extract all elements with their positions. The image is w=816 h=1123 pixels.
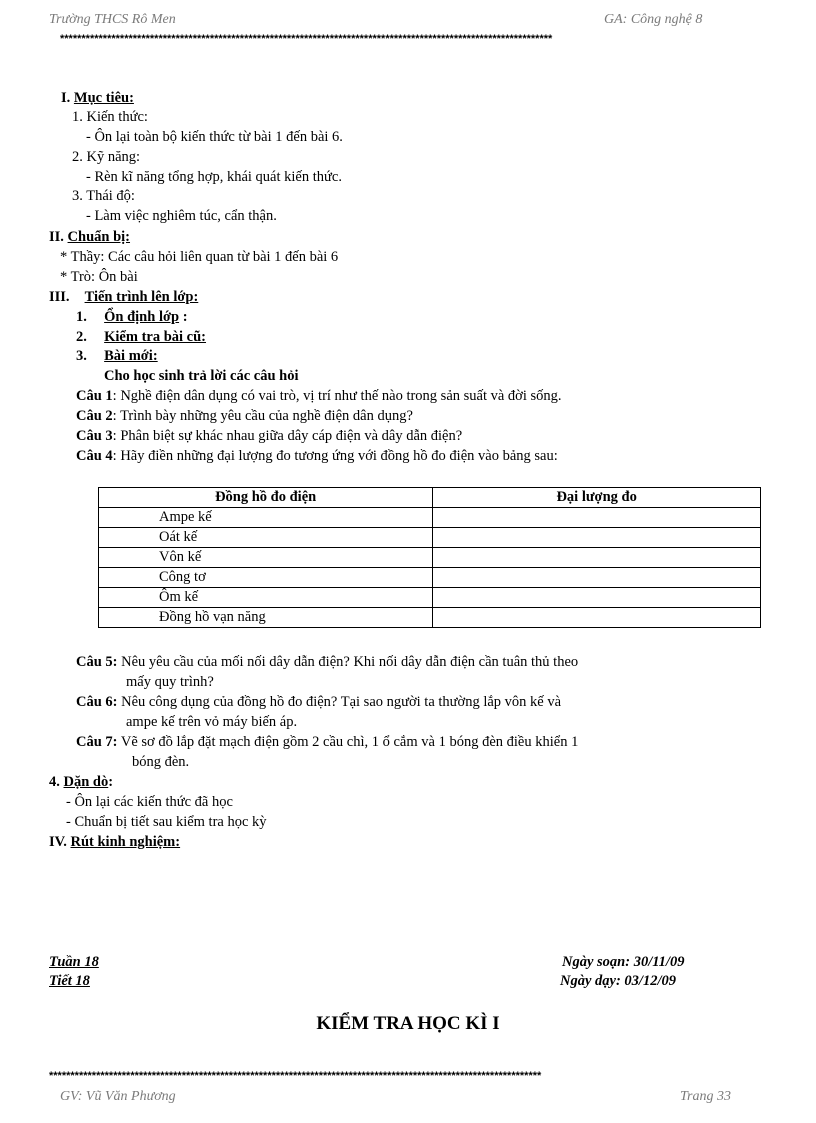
question-6 bbox=[76, 694, 561, 711]
section-2-number: II. bbox=[49, 229, 64, 245]
homework-item: - Chuẩn bị tiết sau kiểm tra học kỳ bbox=[66, 814, 267, 830]
step-1-colon: : bbox=[179, 309, 188, 325]
table-cell-meter: Công tơ bbox=[99, 568, 433, 588]
table-row bbox=[99, 588, 761, 608]
preparation-teacher: * Thầy: Các câu hỏi liên quan từ bài 1 đến bài 6 bbox=[60, 249, 339, 265]
question-label: Câu 1 bbox=[76, 388, 113, 404]
table-cell-meter: Vôn kế bbox=[99, 548, 433, 568]
footer-page: Trang 33 bbox=[680, 1089, 731, 1104]
table-cell-quantity[interactable] bbox=[433, 548, 761, 568]
question-text: : Hãy điền những đại lượng đo tương ứng với đồng hồ đo điện vào bảng sau: bbox=[112, 448, 558, 464]
table-row bbox=[99, 528, 761, 548]
question-text: : Phân biệt sự khác nhau giữa dây cáp điện và dây dẫn điện? bbox=[112, 428, 463, 444]
objective-attitude-detail: - Làm việc nghiêm túc, cẩn thận. bbox=[86, 208, 277, 224]
question-text: : Nghề điện dân dụng có vai trò, vị trí như thế nào trong sản suất và đời sống. bbox=[112, 388, 562, 404]
table-cell-meter: Ampe kế bbox=[99, 508, 433, 528]
question-text: : Trình bày những yêu cầu của nghề điện dân dụng? bbox=[112, 408, 413, 424]
step-3 bbox=[76, 348, 158, 365]
question-3 bbox=[76, 428, 462, 445]
period-label: Tiết 18 bbox=[49, 973, 90, 989]
question-text: Vẽ sơ đồ lắp đặt mạch điện gồm 2 cầu chì, 1 ổ cắm và 1 bóng đèn điều khiển 1 bbox=[117, 734, 579, 750]
question-label: Câu 6: bbox=[76, 694, 118, 710]
table-cell-quantity[interactable] bbox=[433, 508, 761, 528]
section-4-heading bbox=[49, 834, 180, 851]
step-1-number: 1. bbox=[76, 309, 87, 325]
question-label: Câu 2 bbox=[76, 408, 113, 424]
objective-skills: 2. Kỹ năng: bbox=[72, 149, 141, 165]
table-header-row bbox=[99, 488, 761, 508]
section-1-title: Mục tiêu: bbox=[73, 90, 134, 106]
preparation-student: * Trò: Ôn bài bbox=[60, 269, 138, 285]
prep-date: Ngày soạn: 30/11/09 bbox=[562, 954, 685, 970]
exam-title: KIỂM TRA HỌC KÌ I bbox=[316, 1013, 500, 1034]
section-4-title: Rút kinh nghiệm: bbox=[70, 834, 181, 850]
objective-knowledge: 1. Kiến thức: bbox=[72, 109, 148, 125]
section-3-number: III. bbox=[49, 289, 70, 305]
table-row bbox=[99, 508, 761, 528]
step-2-title: Kiểm tra bài cũ: bbox=[104, 329, 207, 345]
step-1 bbox=[76, 309, 188, 326]
step-1-title: Ổn định lớp bbox=[104, 309, 180, 325]
table-cell-quantity[interactable] bbox=[433, 588, 761, 608]
objective-attitude: 3. Thái độ: bbox=[72, 188, 135, 204]
homework-number: 4. bbox=[49, 774, 60, 790]
teach-date: Ngày dạy: 03/12/09 bbox=[560, 973, 676, 989]
question-text: Nêu công dụng của đồng hồ đo điện? Tại sao người ta thường lắp vôn kế và bbox=[117, 694, 562, 710]
question-label: Câu 7: bbox=[76, 734, 118, 750]
question-text: Nêu yêu cầu của mối nối dây dẫn điện? Khi nối dây dẫn điện cần tuân thủ theo bbox=[117, 654, 579, 670]
table-cell-quantity[interactable] bbox=[433, 608, 761, 628]
table-cell-meter: Oát kế bbox=[99, 528, 433, 548]
question-label: Câu 4 bbox=[76, 448, 113, 464]
step-2-number: 2. bbox=[76, 329, 87, 345]
homework-colon: : bbox=[108, 774, 114, 790]
homework-item: - Ôn lại các kiến thức đã học bbox=[66, 794, 233, 810]
table-header-meter: Đồng hồ đo điện bbox=[99, 488, 433, 508]
objective-knowledge-detail: - Ôn lại toàn bộ kiến thức từ bài 1 đến bài 6. bbox=[86, 129, 343, 145]
question-label: Câu 3 bbox=[76, 428, 113, 444]
table-row bbox=[99, 548, 761, 568]
question-label: Câu 5: bbox=[76, 654, 118, 670]
table-cell-meter: Đồng hồ vạn năng bbox=[99, 608, 433, 628]
question-5 bbox=[76, 654, 578, 671]
homework-title: Dặn dò bbox=[63, 774, 109, 790]
footer-teacher: GV: Vũ Văn Phương bbox=[60, 1089, 176, 1104]
footer-divider: ******************************************************************************************************************* bbox=[49, 1070, 542, 1082]
table-cell-quantity[interactable] bbox=[433, 568, 761, 588]
question-7 bbox=[76, 734, 578, 751]
homework-heading bbox=[49, 774, 113, 791]
question-1 bbox=[76, 388, 562, 405]
lesson-intro: Cho học sinh trả lời các câu hỏi bbox=[104, 368, 299, 384]
section-1-number: I. bbox=[61, 90, 71, 106]
step-3-title: Bài mới: bbox=[104, 348, 158, 364]
section-4-number: IV. bbox=[49, 834, 67, 850]
header-school: Trường THCS Rô Men bbox=[49, 12, 176, 27]
table-cell-meter: Ôm kế bbox=[99, 588, 433, 608]
week-label: Tuần 18 bbox=[49, 954, 99, 970]
question-2 bbox=[76, 408, 413, 425]
section-1-heading bbox=[61, 90, 134, 107]
section-3-heading bbox=[49, 289, 198, 306]
question-5-cont: mấy quy trình? bbox=[126, 674, 214, 690]
section-2-title: Chuẩn bị: bbox=[67, 229, 131, 245]
question-4 bbox=[76, 448, 558, 465]
objective-skills-detail: - Rèn kĩ năng tổng hợp, khái quát kiến thức. bbox=[86, 169, 342, 185]
section-3-title: Tiến trình lên lớp: bbox=[84, 289, 199, 305]
step-2 bbox=[76, 329, 206, 346]
question-7-cont: bóng đèn. bbox=[132, 754, 190, 770]
table-header-quantity: Đại lượng đo bbox=[433, 488, 761, 508]
section-2-heading bbox=[49, 229, 130, 246]
step-3-number: 3. bbox=[76, 348, 87, 364]
table-cell-quantity[interactable] bbox=[433, 528, 761, 548]
question-6-cont: ampe kế trên vỏ máy biến áp. bbox=[126, 714, 298, 730]
header-divider: ******************************************************************************************************************* bbox=[60, 33, 553, 45]
meter-table bbox=[98, 487, 761, 628]
table-row bbox=[99, 568, 761, 588]
header-subject: GA: Công nghệ 8 bbox=[604, 12, 703, 27]
table-row bbox=[99, 608, 761, 628]
